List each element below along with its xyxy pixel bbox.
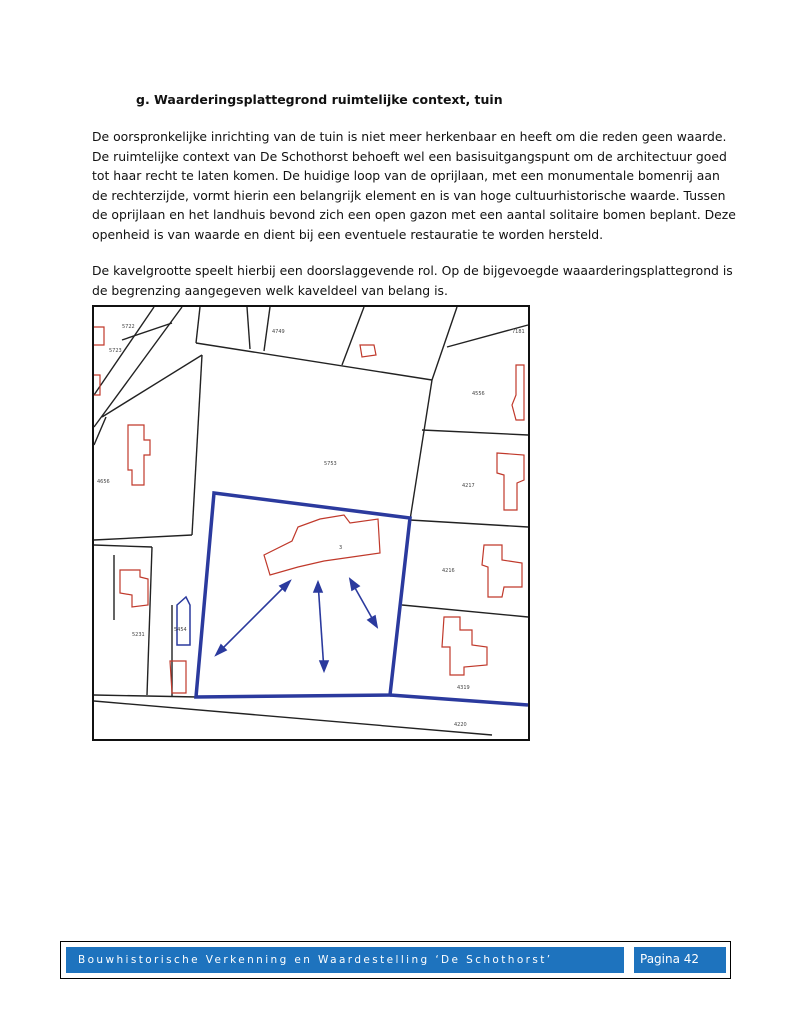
valuation-map — [92, 305, 530, 741]
text-line: De ruimtelijke context van De Schothorst behoeft wel een basisuitgangspunt om de architectuur goed — [92, 148, 727, 164]
parcel-number: 4556 — [472, 391, 485, 397]
paragraph-plot-size — [92, 261, 732, 300]
parcel-number: 4217 — [462, 483, 475, 489]
text-line: de begrenzing aangegeven welk kaveldeel van belang is. — [92, 282, 448, 298]
footer-title: Bouwhistorische Verkenning en Waardestelling ‘De Schothorst’ — [66, 947, 624, 973]
page-number: Pagina 42 — [634, 947, 726, 973]
text-line: de oprijlaan en het landhuis bevond zich een open gazon met een aantal solitaire bomen beplant. Deze — [92, 207, 736, 222]
text-line: De oorspronkelijke inrichting van de tuin is niet meer herkenbaar en heeft om die reden geen waarde. — [92, 129, 727, 144]
parcel-number: 4319 — [457, 685, 470, 691]
parcel-number: 4220 — [454, 722, 467, 728]
text-line: tot haar recht te laten komen. De huidige loop van de oprijlaan, met een monumentale bomenrij aan — [92, 168, 720, 183]
section-heading: g. Waarderingsplattegrond ruimtelijke context, tuin — [136, 92, 503, 107]
text-line: De kavelgrootte speelt hierbij een doorslaggevende rol. Op de bijgevoegde waaarderingsplattegrond is — [92, 263, 733, 278]
parcel-number: 3 — [339, 545, 343, 551]
parcel-number: 7181 — [512, 329, 525, 335]
parcel-number: 5723 — [109, 348, 122, 354]
parcel-number: 5454 — [174, 627, 187, 633]
text-line: de rechterzijde, vormt hierin een belangrijk element en is van hoge cultuurhistorische waarde. Tussen — [92, 187, 726, 203]
parcel-number: 5722 — [122, 324, 135, 330]
cadastral-map-svg — [92, 305, 530, 741]
text-line: openheid is van waarde en dient bij een eventuele restauratie te worden hersteld. — [92, 226, 604, 242]
parcel-number: 4656 — [97, 479, 110, 485]
page-footer — [60, 941, 731, 979]
parcel-number: 5753 — [324, 461, 337, 467]
parcel-number: 4216 — [442, 568, 455, 574]
parcel-number: 5231 — [132, 632, 145, 638]
parcel-number: 4749 — [272, 329, 285, 335]
paragraph-garden — [92, 127, 736, 244]
